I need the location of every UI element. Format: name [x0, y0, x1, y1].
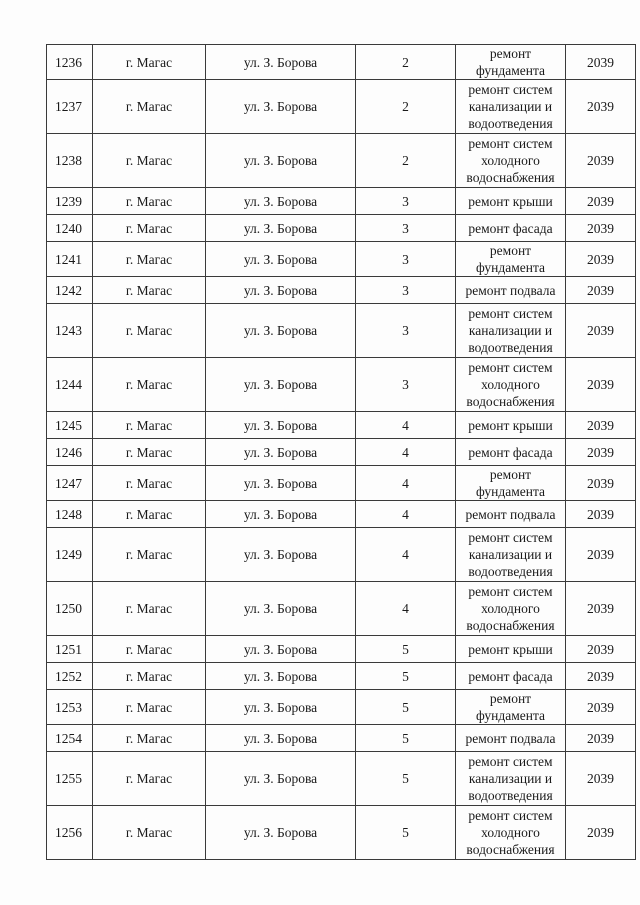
street-cell: ул. З. Борова	[206, 725, 356, 752]
table-row	[47, 188, 636, 215]
year-cell: 2039	[566, 636, 636, 663]
work-type-line: ремонт систем	[468, 584, 553, 599]
work-type-line: водоснабжения	[466, 618, 555, 633]
row-number: 1252	[47, 663, 93, 690]
year-cell: 2039	[566, 242, 636, 277]
row-number: 1251	[47, 636, 93, 663]
street-cell: ул. З. Борова	[206, 439, 356, 466]
house-number-cell: 3	[356, 242, 456, 277]
city-cell: г. Магас	[93, 80, 206, 134]
city-cell: г. Магас	[93, 725, 206, 752]
work-type-line: фундамента	[475, 260, 546, 275]
year-cell: 2039	[566, 439, 636, 466]
city-cell: г. Магас	[93, 582, 206, 636]
year-cell: 2039	[566, 188, 636, 215]
house-number-cell: 5	[356, 752, 456, 806]
house-number-cell: 4	[356, 528, 456, 582]
table-row	[47, 304, 636, 358]
street-cell: ул. З. Борова	[206, 80, 356, 134]
work-type-line: ремонт	[489, 467, 532, 482]
year-cell: 2039	[566, 80, 636, 134]
city-cell: г. Магас	[93, 134, 206, 188]
city-cell: г. Магас	[93, 215, 206, 242]
city-cell: г. Магас	[93, 636, 206, 663]
table-row	[47, 582, 636, 636]
city-cell: г. Магас	[93, 663, 206, 690]
street-cell: ул. З. Борова	[206, 663, 356, 690]
street-cell: ул. З. Борова	[206, 501, 356, 528]
house-number-cell: 3	[356, 215, 456, 242]
year-cell: 2039	[566, 215, 636, 242]
city-cell: г. Магас	[93, 528, 206, 582]
work-type-line: ремонт систем	[468, 360, 553, 375]
work-type-line: водоснабжения	[466, 394, 555, 409]
house-number-cell: 5	[356, 806, 456, 860]
table-row	[47, 501, 636, 528]
table-row	[47, 215, 636, 242]
table-row	[47, 528, 636, 582]
house-number-cell: 5	[356, 690, 456, 725]
year-cell: 2039	[566, 466, 636, 501]
work-type-line: холодного	[481, 153, 540, 168]
row-number: 1240	[47, 215, 93, 242]
work-type-cell	[456, 690, 566, 725]
year-cell: 2039	[566, 412, 636, 439]
row-number: 1246	[47, 439, 93, 466]
street-cell: ул. З. Борова	[206, 806, 356, 860]
street-cell: ул. З. Борова	[206, 690, 356, 725]
work-type-line: ремонт подвала	[465, 282, 556, 298]
house-number-cell: 4	[356, 501, 456, 528]
house-number-cell: 4	[356, 412, 456, 439]
city-cell: г. Магас	[93, 188, 206, 215]
work-type-cell	[456, 636, 566, 663]
table-row	[47, 242, 636, 277]
row-number: 1254	[47, 725, 93, 752]
work-type-line: ремонт систем	[468, 136, 553, 151]
year-cell: 2039	[566, 528, 636, 582]
table-body	[47, 45, 636, 860]
work-type-line: ремонт фасада	[468, 668, 553, 684]
work-type-line: ремонт	[489, 243, 532, 258]
work-type-cell	[456, 215, 566, 242]
work-type-line: водоснабжения	[466, 842, 555, 857]
work-type-line: водоотведения	[468, 564, 553, 579]
city-cell: г. Магас	[93, 439, 206, 466]
street-cell: ул. З. Борова	[206, 466, 356, 501]
house-number-cell: 2	[356, 134, 456, 188]
work-type-line: канализации и	[468, 547, 553, 562]
street-cell: ул. З. Борова	[206, 277, 356, 304]
year-cell: 2039	[566, 806, 636, 860]
house-number-cell: 4	[356, 439, 456, 466]
year-cell: 2039	[566, 304, 636, 358]
work-type-cell	[456, 304, 566, 358]
work-type-cell	[456, 412, 566, 439]
table-row	[47, 358, 636, 412]
work-type-cell	[456, 725, 566, 752]
row-number: 1245	[47, 412, 93, 439]
work-type-line: ремонт подвала	[465, 730, 556, 746]
table-row	[47, 45, 636, 80]
house-number-cell: 3	[356, 277, 456, 304]
work-type-line: ремонт крыши	[468, 193, 553, 209]
work-type-line: холодного	[481, 601, 540, 616]
work-type-cell	[456, 188, 566, 215]
street-cell: ул. З. Борова	[206, 582, 356, 636]
work-type-line: ремонт систем	[468, 530, 553, 545]
table-row	[47, 725, 636, 752]
row-number: 1236	[47, 45, 93, 80]
street-cell: ул. З. Борова	[206, 528, 356, 582]
work-type-cell	[456, 752, 566, 806]
work-type-cell	[456, 277, 566, 304]
house-number-cell: 2	[356, 80, 456, 134]
table-row	[47, 439, 636, 466]
work-type-line: канализации и	[468, 323, 553, 338]
work-type-line: ремонт крыши	[468, 641, 553, 657]
city-cell: г. Магас	[93, 501, 206, 528]
row-number: 1239	[47, 188, 93, 215]
row-number: 1248	[47, 501, 93, 528]
work-type-line: ремонт систем	[468, 82, 553, 97]
year-cell: 2039	[566, 358, 636, 412]
street-cell: ул. З. Борова	[206, 242, 356, 277]
street-cell: ул. З. Борова	[206, 134, 356, 188]
table-row	[47, 806, 636, 860]
table-row	[47, 80, 636, 134]
work-type-cell	[456, 466, 566, 501]
table-row	[47, 663, 636, 690]
work-type-cell	[456, 45, 566, 80]
work-type-line: ремонт систем	[468, 808, 553, 823]
house-number-cell: 5	[356, 725, 456, 752]
street-cell: ул. З. Борова	[206, 358, 356, 412]
work-type-line: ремонт систем	[468, 306, 553, 321]
work-type-line: ремонт	[489, 46, 532, 61]
house-number-cell: 3	[356, 358, 456, 412]
city-cell: г. Магас	[93, 304, 206, 358]
table-row	[47, 277, 636, 304]
house-number-cell: 4	[356, 582, 456, 636]
work-type-line: холодного	[481, 377, 540, 392]
year-cell: 2039	[566, 45, 636, 80]
work-type-line: водоотведения	[468, 116, 553, 131]
work-type-line: ремонт крыши	[468, 417, 553, 433]
work-type-line: канализации и	[468, 771, 553, 786]
work-type-cell	[456, 663, 566, 690]
row-number: 1244	[47, 358, 93, 412]
work-type-line: ремонт фасада	[468, 220, 553, 236]
repair-schedule-table	[46, 44, 636, 860]
city-cell: г. Магас	[93, 690, 206, 725]
house-number-cell: 2	[356, 45, 456, 80]
work-type-cell	[456, 806, 566, 860]
work-type-line: ремонт систем	[468, 754, 553, 769]
house-number-cell: 3	[356, 304, 456, 358]
year-cell: 2039	[566, 582, 636, 636]
work-type-line: фундамента	[475, 484, 546, 499]
row-number: 1243	[47, 304, 93, 358]
work-type-line: канализации и	[468, 99, 553, 114]
row-number: 1242	[47, 277, 93, 304]
work-type-cell	[456, 358, 566, 412]
year-cell: 2039	[566, 501, 636, 528]
work-type-line: водоотведения	[468, 788, 553, 803]
row-number: 1238	[47, 134, 93, 188]
house-number-cell: 4	[356, 466, 456, 501]
street-cell: ул. З. Борова	[206, 45, 356, 80]
house-number-cell: 5	[356, 663, 456, 690]
year-cell: 2039	[566, 277, 636, 304]
street-cell: ул. З. Борова	[206, 304, 356, 358]
table-row	[47, 636, 636, 663]
city-cell: г. Магас	[93, 806, 206, 860]
street-cell: ул. З. Борова	[206, 752, 356, 806]
year-cell: 2039	[566, 663, 636, 690]
work-type-line: фундамента	[475, 708, 546, 723]
table-row	[47, 412, 636, 439]
table-row	[47, 690, 636, 725]
work-type-cell	[456, 528, 566, 582]
city-cell: г. Магас	[93, 358, 206, 412]
work-type-cell	[456, 439, 566, 466]
city-cell: г. Магас	[93, 466, 206, 501]
row-number: 1255	[47, 752, 93, 806]
work-type-cell	[456, 582, 566, 636]
work-type-cell	[456, 134, 566, 188]
street-cell: ул. З. Борова	[206, 215, 356, 242]
table-row	[47, 752, 636, 806]
work-type-line: водоотведения	[468, 340, 553, 355]
year-cell: 2039	[566, 690, 636, 725]
city-cell: г. Магас	[93, 412, 206, 439]
street-cell: ул. З. Борова	[206, 188, 356, 215]
row-number: 1249	[47, 528, 93, 582]
work-type-line: ремонт фасада	[468, 444, 553, 460]
table-row	[47, 466, 636, 501]
city-cell: г. Магас	[93, 752, 206, 806]
city-cell: г. Магас	[93, 242, 206, 277]
city-cell: г. Магас	[93, 45, 206, 80]
year-cell: 2039	[566, 134, 636, 188]
house-number-cell: 5	[356, 636, 456, 663]
work-type-line: ремонт подвала	[465, 506, 556, 522]
work-type-cell	[456, 242, 566, 277]
house-number-cell: 3	[356, 188, 456, 215]
table-row	[47, 134, 636, 188]
row-number: 1256	[47, 806, 93, 860]
work-type-cell	[456, 501, 566, 528]
row-number: 1247	[47, 466, 93, 501]
work-type-line: холодного	[481, 825, 540, 840]
work-type-cell	[456, 80, 566, 134]
city-cell: г. Магас	[93, 277, 206, 304]
row-number: 1241	[47, 242, 93, 277]
row-number: 1237	[47, 80, 93, 134]
street-cell: ул. З. Борова	[206, 636, 356, 663]
year-cell: 2039	[566, 725, 636, 752]
work-type-line: фундамента	[475, 63, 546, 78]
work-type-line: ремонт	[489, 691, 532, 706]
row-number: 1250	[47, 582, 93, 636]
street-cell: ул. З. Борова	[206, 412, 356, 439]
work-type-line: водоснабжения	[466, 170, 555, 185]
year-cell: 2039	[566, 752, 636, 806]
row-number: 1253	[47, 690, 93, 725]
